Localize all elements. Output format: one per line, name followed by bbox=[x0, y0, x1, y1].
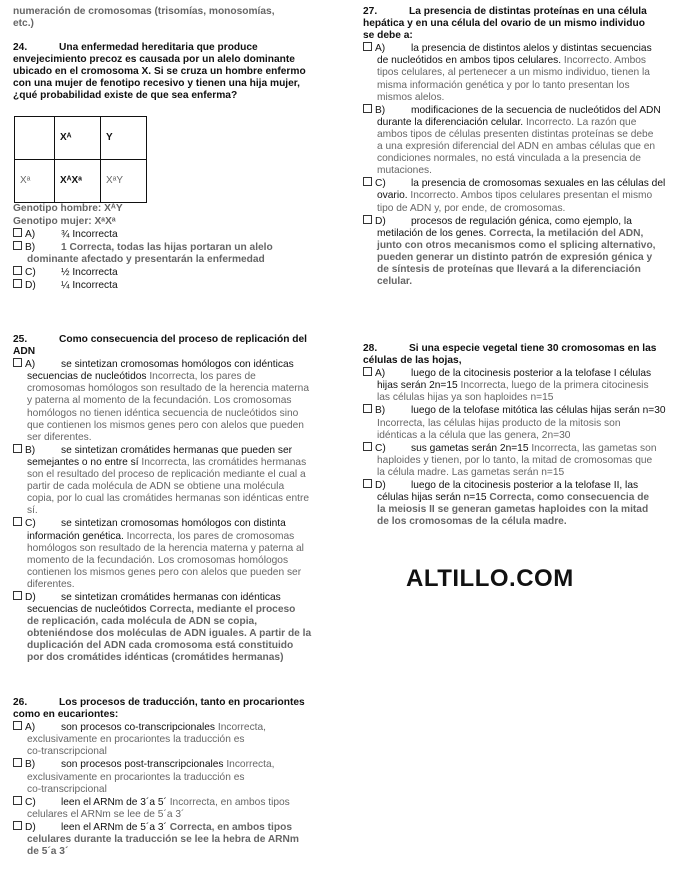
option-d[interactable]: D) procesos de regulación génica, como ejemplo, la bbox=[363, 215, 695, 228]
checkbox-icon[interactable] bbox=[13, 228, 22, 237]
option-c[interactable]: C) sus gametas serán 2n=15 Incorrecta, las gametas son bbox=[363, 442, 695, 455]
checkbox-icon[interactable] bbox=[13, 591, 22, 600]
option-c[interactable]: C) leen el ARNm de 3´a 5´ Incorrecta, en ambos tipos bbox=[13, 796, 343, 809]
option-c[interactable]: C) se sintetizan cromosomas homólogos con distinta bbox=[13, 517, 343, 530]
option-d[interactable]: D) se sintetizan cromátides hermanas con idénticas bbox=[13, 591, 343, 604]
checkbox-icon[interactable] bbox=[363, 479, 372, 488]
question-text: La presencia de distintas proteínas en una célula bbox=[409, 6, 647, 17]
checkbox-icon[interactable] bbox=[363, 442, 372, 451]
intro-text bbox=[13, 6, 353, 30]
question-text: hepática y en una célula del ovario de un mismo individuo bbox=[363, 18, 645, 30]
intro-line: numeración de cromosomas (trisomías, monosomías, bbox=[13, 6, 275, 17]
punnett-square bbox=[14, 116, 147, 203]
question-26: 26. Los procesos de traducción, tanto en procariontes como en eucariontes: A) son procesos co-transcripcionales Incorrecta, exclusivamente en procariontes la traducción es co-transcripcional B) son procesos post-transcripcionales Incorrecta, exclusivamente en procariontes la traducción es co-transcripcional C) leen el ARNm de 3´a 5´ Incorrecta, en ambos tipos celulares el ARNm se lee de 5´a 3´ D) leen el ARNm de 5´a 3´ Correcta, en ambos tipos celulares durante la traducción se lee la hebra de ARNm de 5´a 3´ bbox=[13, 697, 343, 858]
punnett-cell bbox=[15, 117, 55, 160]
question-text: ubicado en el cromosoma X. Si se cruza un hombre enfermo bbox=[13, 66, 306, 78]
option-d[interactable]: D) ¼ Incorrecta bbox=[13, 279, 343, 292]
checkbox-icon[interactable] bbox=[13, 821, 22, 830]
question-number: 28. bbox=[363, 343, 378, 354]
checkbox-icon[interactable] bbox=[363, 104, 372, 113]
intro-line: etc.) bbox=[13, 18, 34, 30]
checkbox-icon[interactable] bbox=[13, 444, 22, 453]
option-b[interactable]: B) son procesos post-transcripcionales Incorrecta, bbox=[13, 758, 343, 771]
checkbox-icon[interactable] bbox=[13, 796, 22, 805]
checkbox-icon[interactable] bbox=[13, 358, 22, 367]
punnett-cell: XᵃY bbox=[101, 160, 147, 203]
option-d[interactable]: D) leen el ARNm de 5´a 3´ Correcta, en ambos tipos bbox=[13, 821, 343, 834]
option-text: dominante afectado y presentarán la enfermedad bbox=[27, 253, 265, 265]
option-b[interactable]: B) 1 Correcta, todas las hijas portaran un alelo bbox=[13, 241, 343, 254]
question-24 bbox=[13, 42, 343, 292]
checkbox-icon[interactable] bbox=[13, 758, 22, 767]
question-text: Una enfermedad hereditaria que produce bbox=[59, 42, 258, 53]
question-text: ¿qué probabilidad existe de que sea enferma? bbox=[13, 90, 238, 102]
question-text: ADN bbox=[13, 346, 36, 358]
question-27: 27. La presencia de distintas proteínas en una célula hepática y en una célula del ovario de un mismo individuo se debe a: A) la presencia de distintos alelos y distintas secuencias de nucleótidos en ambos tipos celulares. Incorrecto. Ambos tipos celulares, al pertenecer a un mismo individuo, tienen la misma información genética y por lo tanto presentan los mismos alelos. B) modificaciones de la secuencia de nucleótidos del ADN durante la diferenciación celular. Incorrecto. La razón que ambos tipos de células presenten distintas proteínas se debe a una expresión diferencial del ADN en ambas células que en condiciones normales, no está vinculada a la presencia de mutaciones. C) la presencia de cromosomas sexuales en las células del ovario. Incorrecto. Ambos tipos celulares presentan el mismo tipo de ADN y, por ende, de cromosomas. D) procesos de regulación génica, como ejemplo, la metilación de los genes. Correcta, la metilación del ADN, junto con otros mecanismos como el splicing alternativo, pueden generar un distinto patrón de expresión génica y de síntesis de proteínas que llevará a la diferenciación celular. bbox=[363, 6, 695, 288]
punnett-cell: Y bbox=[101, 117, 147, 160]
option-a[interactable]: A) se sintetizan cromosomas homólogos con idénticas bbox=[13, 358, 343, 371]
option-b[interactable]: B) se sintetizan cromátides hermanas que pueden ser bbox=[13, 444, 343, 457]
question-text: envejecimiento precoz es causada por un alelo dominante bbox=[13, 54, 295, 66]
option-a[interactable]: A) la presencia de distintos alelos y distintas secuencias bbox=[363, 42, 695, 55]
checkbox-icon[interactable] bbox=[13, 721, 22, 730]
checkbox-icon[interactable] bbox=[363, 177, 372, 186]
question-number: 27. bbox=[363, 6, 378, 17]
genotype-text: Genotipo hombre: XᴬY bbox=[13, 203, 123, 215]
checkbox-icon[interactable] bbox=[363, 367, 372, 376]
question-25: 25. Como consecuencia del proceso de replicación del ADN A) se sintetizan cromosomas homólogos con idénticas secuencias de nucleótidos Incorrecta, los pares de cromosomas homólogos son resultado de la herencia materna y paterna al momento de la fecundación. Los cromosomas homólogos no tienen idéntica secuencia de nucleótidos sino que contienen los mismos genes pero con alelos que pueden ser diferentes. B) se sintetizan cromátides hermanas que pueden ser semejantes o no entre sí Incorrecta, las cromátides hermanas son el resultado del proceso de replicación mediante el cual a partir de cada molécula de ADN se obtiene una molécula copia, por lo cual las cromátides hermanas son idénticas entre sí. C) se sintetizan cromosomas homólogos con distinta información genética. Incorrecta, los pares de cromosomas homólogos son resultado de la herencia materna y paterna al momento de la fecundación. Los cromosomas homólogos contienen los mismos genes pero con alelos que pueden ser diferentes. D) se sintetizan cromátides hermanas con idénticas secuencias de nucleótidos Correcta, mediante el proceso de replicación, cada molécula de ADN se copia, obteniéndose dos moléculas de ADN iguales. A partir de la duplicación del ADN cada cromosoma está constituido por dos cromátides idénticas (cromátides hermanas) bbox=[13, 334, 343, 665]
site-logo: ALTILLO.COM bbox=[406, 565, 574, 592]
punnett-cell: XᴬXᵃ bbox=[55, 160, 101, 203]
checkbox-icon[interactable] bbox=[363, 215, 372, 224]
question-number: 26. bbox=[13, 697, 28, 708]
question-text: Como consecuencia del proceso de replicación del bbox=[59, 334, 307, 345]
question-number: 25. bbox=[13, 334, 28, 345]
option-b[interactable]: B) modificaciones de la secuencia de nucleótidos del ADN bbox=[363, 104, 695, 117]
checkbox-icon[interactable] bbox=[363, 42, 372, 51]
checkbox-icon[interactable] bbox=[13, 266, 22, 275]
genotype-text: Genotipo mujer: XᵃXᵃ bbox=[13, 215, 116, 227]
question-28: 28. Si una especie vegetal tiene 30 cromosomas en las células de las hojas, A) luego de la citocinesis posterior a la telofase I células hijas serán 2n=15 Incorrecta, luego de la primera citocinesis las células hijas ya son haploides n=15 B) luego de la telofase mitótica las células hijas serán n=30 Incorrecta, las células hijas producto de la mitosis son idénticas a la célula que las genera, 2n=30 C) sus gametas serán 2n=15 Incorrecta, las gametas son haploides y tienen, por lo tanto, la mitad de cromosomas que la célula madre. Las gametas serán n=15 D) luego de la citocinesis posterior a la telofase II, las células hijas serán n=15 Correcta, como consecuencia de la meiosis II se generan gametas haploides con la mitad de los cromosomas de la célula madre. bbox=[363, 343, 695, 528]
question-number: 24. bbox=[13, 42, 28, 53]
question-text: Si una especie vegetal tiene 30 cromosomas en las bbox=[409, 343, 657, 354]
option-b[interactable]: B) luego de la telofase mitótica las células hijas serán n=30 bbox=[363, 404, 695, 417]
punnett-cell: Xᴬ bbox=[55, 117, 101, 160]
option-a[interactable]: A) luego de la citocinesis posterior a la telofase I células bbox=[363, 367, 695, 380]
option-c[interactable]: C) la presencia de cromosomas sexuales en las células del bbox=[363, 177, 695, 190]
question-text: se debe a: bbox=[363, 30, 413, 42]
punnett-cell: Xᵃ bbox=[15, 160, 55, 203]
option-a[interactable]: A) ¾ Incorrecta bbox=[13, 228, 343, 241]
option-c[interactable]: C) ½ Incorrecta bbox=[13, 266, 343, 279]
checkbox-icon[interactable] bbox=[13, 517, 22, 526]
question-text: Los procesos de traducción, tanto en procariontes bbox=[59, 697, 305, 708]
checkbox-icon[interactable] bbox=[13, 241, 22, 250]
question-text: células de las hojas, bbox=[363, 355, 462, 367]
question-text: con una mujer de fenotipo recesivo y tienen una hija mujer, bbox=[13, 78, 301, 90]
checkbox-icon[interactable] bbox=[13, 279, 22, 288]
question-text: como en eucariontes: bbox=[13, 709, 119, 721]
option-d[interactable]: D) luego de la citocinesis posterior a la telofase II, las bbox=[363, 479, 695, 492]
option-a[interactable]: A) son procesos co-transcripcionales Incorrecta, bbox=[13, 721, 343, 734]
checkbox-icon[interactable] bbox=[363, 404, 372, 413]
